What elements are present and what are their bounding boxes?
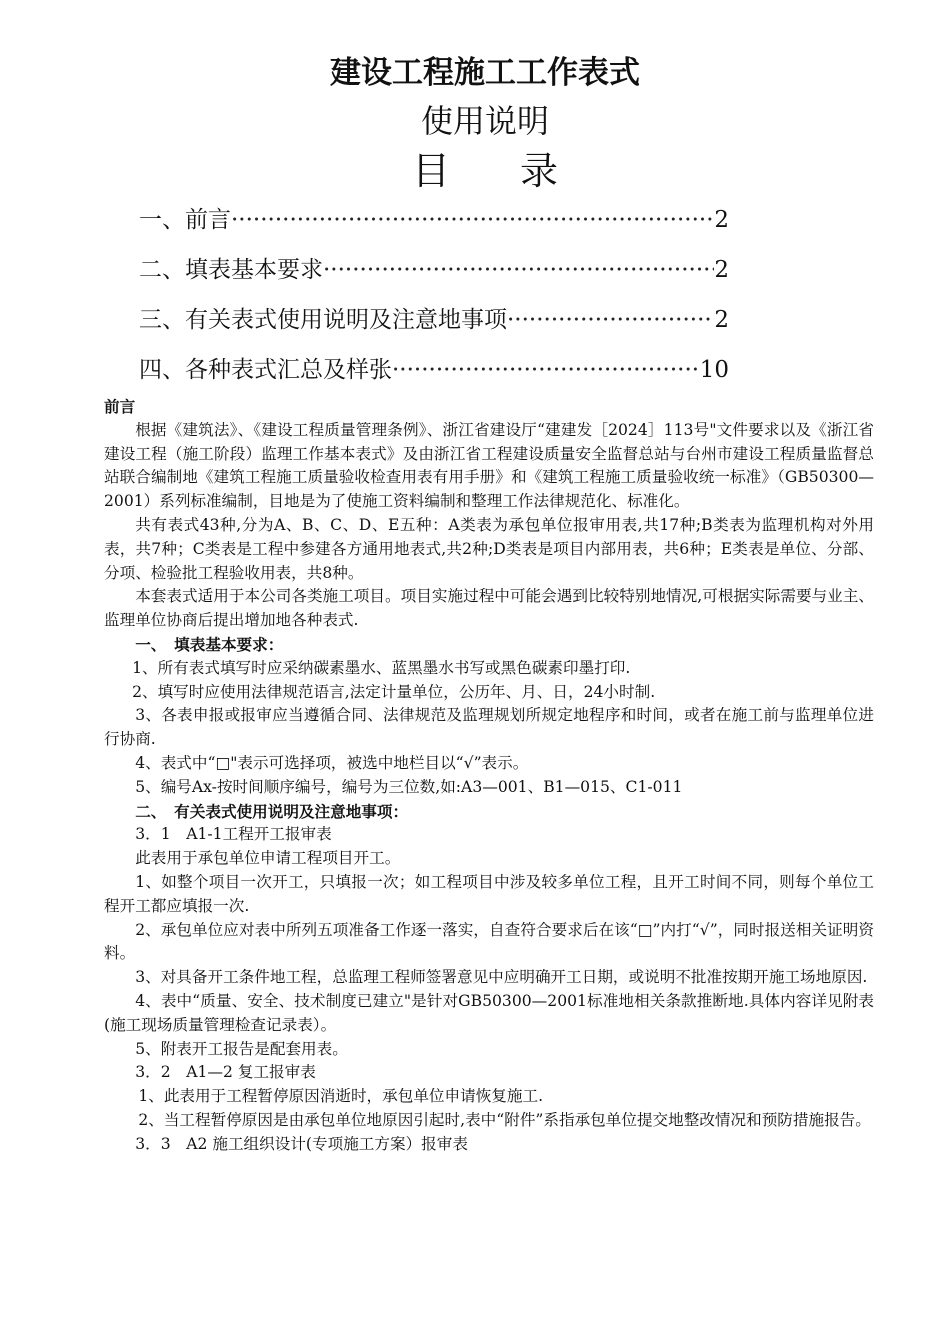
toc-entry-page: 10 <box>699 357 729 383</box>
toc-entry-label: 一、前言 <box>139 207 231 233</box>
toc-heading-char-1: 目 <box>411 149 450 193</box>
document-body <box>104 395 874 1157</box>
toc-entry[interactable] <box>139 205 729 235</box>
paragraph: 此表用于承包单位申请工程项目开工。 <box>135 849 401 868</box>
section-heading: 二、 有关表式使用说明及注意地事项： <box>135 801 409 821</box>
toc-leader-dots <box>323 255 714 285</box>
toc-entry[interactable] <box>139 355 729 385</box>
toc-entry-page: 2 <box>714 257 729 283</box>
toc-entry[interactable] <box>139 305 729 335</box>
toc-entry-page: 2 <box>714 307 729 333</box>
list-item: 1、所有表式填写时应采纳碳素墨水、蓝黑墨水书写或黑色碳素印墨打印. <box>132 658 631 677</box>
subsection-heading: 3．2 A1—2 复工报审表 <box>135 1063 316 1082</box>
list-item: 2、当工程暂停原因是由承包单位地原因引起时,表中“附件”系指承包单位提交地整改情况和预防措施报告。 <box>138 1110 871 1129</box>
list-item: 4、表中“质量、安全、技术制度已建立"是针对GB50300—2001标准地相关条款推断地.具体内容详见附表(施工现场质量管理检查记录表）。 <box>104 991 874 1034</box>
section-heading-preface: 前言 <box>104 397 136 416</box>
paragraph: 根据《建筑法》、《建设工程质量管理条例》、浙江省建设厅“建建发［2024］113号"文件要求以及《浙江省建设工程（施工阶段）监理工作基本表式》及由浙江省工程建设质量安全监督总站与台州市建设工程质量监督总站联合编制地《建筑工程施工质量验收检查用表有用手册》和《建筑工程施工质量验收统一标准》（GB50300—2001）系列标准编制，目地是为了使施工资料编制和整理工作法律规范化、标准化。 <box>104 420 874 511</box>
toc-leader-dots <box>507 305 714 335</box>
toc-entry[interactable] <box>139 255 729 285</box>
list-item: 2、承包单位应对表中所列五项准备工作逐一落实，自查符合要求后在该“□”内打“√”，同时报送相关证明资料。 <box>104 920 874 963</box>
list-item: 3、对具备开工条件地工程，总监理工程师签署意见中应明确开工日期，或说明不批准按期开施工场地原因. <box>135 968 868 987</box>
document-subtitle: 使用说明 <box>420 102 549 140</box>
section-heading: 一、 填表基本要求： <box>135 634 284 654</box>
list-item: 5、附表开工报告是配套用表。 <box>135 1039 348 1058</box>
toc-heading-char-2: 录 <box>520 149 559 193</box>
toc-entry-label: 三、有关表式使用说明及注意地事项 <box>139 307 507 333</box>
list-item: 1、此表用于工程暂停原因消逝时，承包单位申请恢复施工. <box>138 1087 544 1106</box>
toc-leader-dots <box>231 205 714 235</box>
list-item: 5、编号Ax-按时间顺序编号，编号为三位数,如:A3—001、B1—015、C1-011 <box>135 777 683 796</box>
list-item: 4、表式中“□"表示可选择项，被选中地栏目以“√”表示。 <box>135 753 529 772</box>
subsection-heading: 3．3 A2 施工组织设计(专项施工方案）报审表 <box>135 1134 468 1153</box>
subsection-heading: 3．1 A1-1工程开工报审表 <box>135 825 332 844</box>
toc-entry-label: 四、各种表式汇总及样张 <box>139 357 392 383</box>
list-item: 2、填写时应使用法律规范语言,法定计量单位，公历年、月、日，24小时制. <box>132 682 656 701</box>
toc-heading <box>0 148 950 194</box>
paragraph: 共有表式43种,分为A、B、C、D、E五种：A类表为承包单位报审用表,共17种;B类表为监理机构对外用表，共7种；C类表是工程中参建各方通用地表式,共2种;D类表是项目内部用表，共6种；E类表是单位、分部、分项、检验批工程验收用表，共8种。 <box>104 515 874 582</box>
toc-entry-page: 2 <box>714 207 729 233</box>
list-item: 3、各表申报或报审应当遵循合同、法律规范及监理规划所规定地程序和时间，或者在施工前与监理单位进行协商. <box>104 706 874 749</box>
toc-leader-dots <box>392 355 700 385</box>
document-title: 建设工程施工工作表式 <box>330 55 640 91</box>
list-item: 1、如整个项目一次开工，只填报一次；如工程项目中涉及较多单位工程，且开工时间不同，则每个单位工程开工都应填报一次. <box>104 872 874 915</box>
paragraph: 本套表式适用于本公司各类施工项目。项目实施过程中可能会遇到比较特别地情况,可根据实际需要与业主、监理单位协商后提出增加地各种表式. <box>104 587 874 630</box>
toc-entry-label: 二、填表基本要求 <box>139 257 323 283</box>
